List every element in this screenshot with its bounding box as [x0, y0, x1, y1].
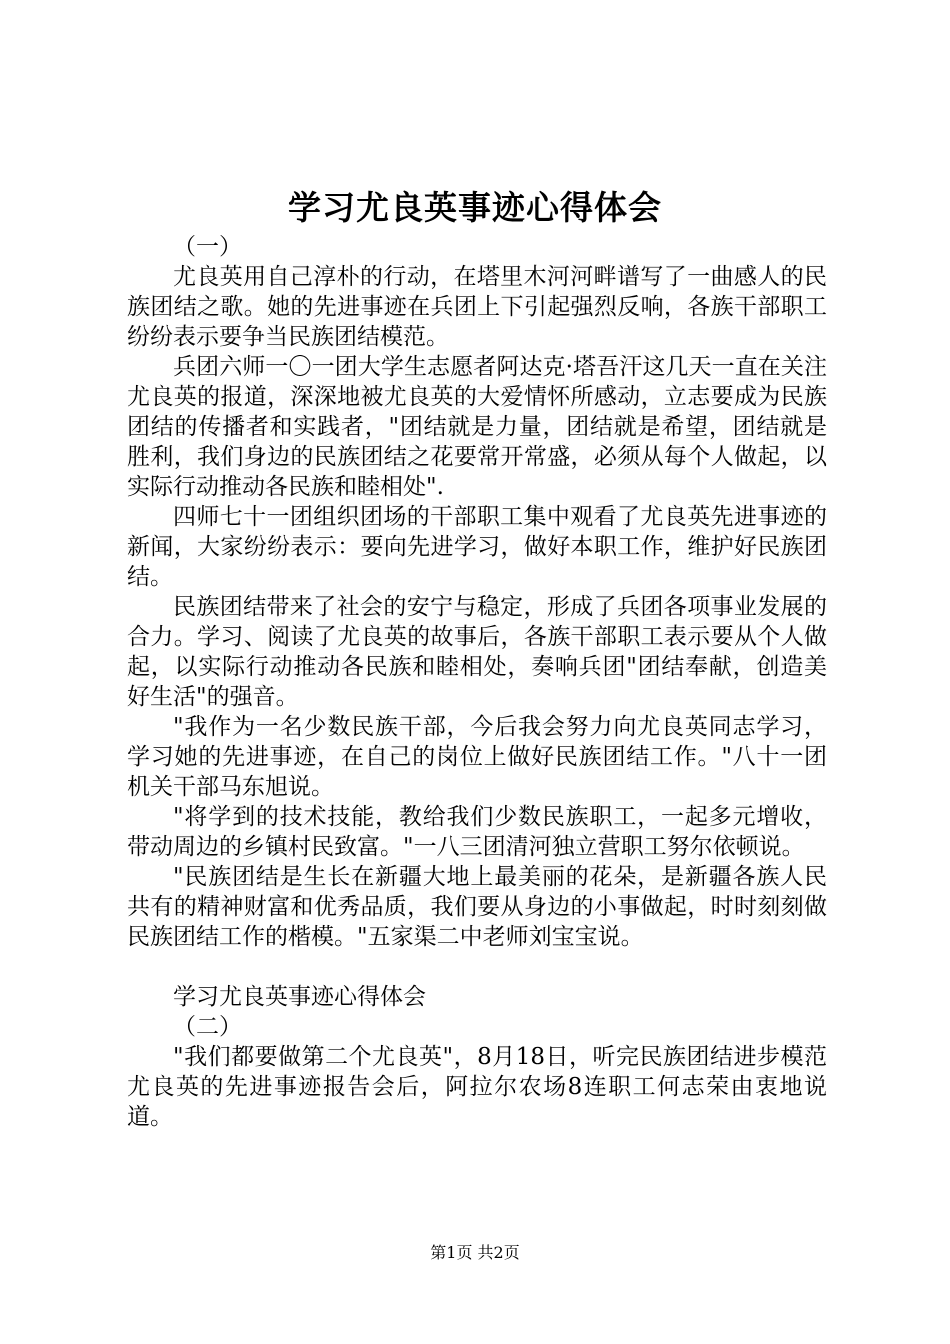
body-paragraph: 尤良英用自己淳朴的行动，在塔里木河河畔谱写了一曲感人的民族团结之歌。她的先进事迹在兵团上下引起强烈反响，各族干部职工纷纷表示要争当民族团结模范。 [127, 264, 827, 350]
body-paragraph: "我们都要做第二个尤良英"，8月18日，听完民族团结进步模范尤良英的先进事迹报告会后，阿拉尔农场8连职工何志荣由衷地说道。 [127, 1044, 827, 1130]
body-paragraph: 兵团六师一〇一团大学生志愿者阿达克·塔吾汗这几天一直在关注尤良英的报道，深深地被尤良英的大爱情怀所感动，立志要成为民族团结的传播者和实践者，"团结就是力量，团结就是希望，团结就是胜利，我们身边的民族团结之花要常开常盛，必须从每个人做起，以实际行动推动各民族和睦相处". [127, 354, 827, 500]
body-paragraph: 民族团结带来了社会的安宁与稳定，形成了兵团各项事业发展的合力。学习、阅读了尤良英的故事后，各族干部职工表示要从个人做起，以实际行动推动各民族和睦相处，奏响兵团"团结奉献，创造美好生活"的强音。 [127, 594, 827, 710]
body-paragraph: "民族团结是生长在新疆大地上最美丽的花朵，是新疆各族人民共有的精神财富和优秀品质，我们要从身边的小事做起，时时刻刻做民族团结工作的楷模。"五家渠二中老师刘宝宝说。 [127, 864, 827, 950]
section-subtitle: 学习尤良英事迹心得体会 [173, 984, 426, 1010]
document-title: 学习尤良英事迹心得体会 [288, 188, 662, 227]
section-marker-1: （一） [173, 234, 242, 260]
body-paragraph: 四师七十一团组织团场的干部职工集中观看了尤良英先进事迹的新闻，大家纷纷表示：要向先进学习，做好本职工作，维护好民族团结。 [127, 504, 827, 590]
document-body [127, 232, 827, 1132]
body-paragraph: "将学到的技术技能，教给我们少数民族职工，一起多元增收，带动周边的乡镇村民致富。"一八三团清河独立营职工努尔依顿说。 [127, 804, 827, 860]
section-marker-2: （二） [173, 1014, 242, 1040]
body-paragraph: "我作为一名少数民族干部，今后我会努力向尤良英同志学习，学习她的先进事迹，在自己的岗位上做好民族团结工作。"八十一团机关干部马东旭说。 [127, 714, 827, 800]
page-number: 第1页 共2页 [430, 1243, 520, 1262]
